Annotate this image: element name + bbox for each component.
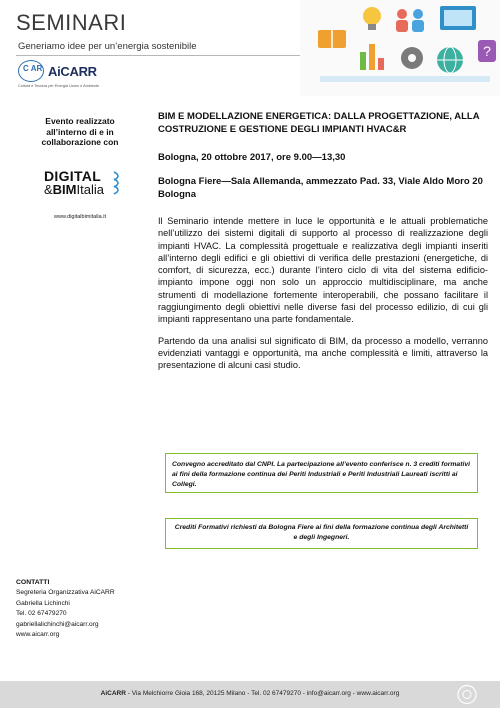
question-icon [478, 40, 496, 62]
screen-icon [440, 6, 476, 30]
footer-emblem-icon [452, 681, 482, 708]
gear-icon [401, 47, 423, 69]
event-details [158, 110, 488, 372]
digital-bim-italia-logo [30, 168, 130, 204]
event-description: Il Seminario intende mettere in luce le opportunità e le attuali problematiche nell’utilizzo dei sistemi digitali di supporto al processo di realizzazione degli impianti HVAC. La complessità progettuale e realizzativa degli impianti inseriti all’interno degli edifici e gli obiettivi di verifica delle prestazioni (energetiche, di comfort, di sicurezza, ecc.) durante l’intero ciclo di vita del sistema edificio-impianto impone oggi non solo un approccio multidisciplinare, ma anche strumenti di modellazione fortemente interoperabili, che possano facilitare il raggiungimento degli obiettivi nelle diverse fasi del processo edilizio, di cui gli impianti rappresentano una parte fondamentale. [158, 216, 488, 325]
aicarr-logo-name: AiCARR [48, 64, 97, 79]
page-title: SEMINARI [16, 10, 127, 35]
header-divider [16, 55, 306, 56]
partner-logo-line2: &BIMItalia [44, 181, 104, 197]
aicarr-logo-tagline: Cultura e Tecnica per Energia Uomo e Ambiente [18, 84, 100, 88]
contacts-phone: Tel. 02 67479270 [16, 610, 67, 618]
partner-column [30, 116, 130, 220]
footer-text: AiCARR - Via Melchiorre Gioia 168, 20125 Milano - Tel. 02 67479270 - info@aicarr.org - www.aicarr.org [100, 690, 400, 697]
digital-bim-mark-icon [112, 170, 124, 196]
contacts-person: Gabriella Lichinchi [16, 599, 70, 607]
header-collage-image [300, 0, 500, 96]
book-icon [318, 30, 346, 48]
contacts-block [16, 578, 115, 640]
header [0, 0, 500, 96]
contacts-org: Segreteria Organizzativa AiCARR [16, 589, 115, 597]
page-subtitle: Generiamo idee per un’energia sostenibile [18, 41, 197, 52]
globe-icon [437, 47, 463, 73]
contacts-web[interactable]: www.aicarr.org [16, 631, 60, 639]
event-venue: Bologna Fiere—Sala Allemanda, ammezzato Pad. 33, Viale Aldo Moro 20 Bologna [158, 176, 483, 200]
aicarr-logo [18, 60, 148, 90]
footer [0, 681, 500, 708]
partner-url[interactable]: www.digitalbimitalia.it [54, 213, 106, 220]
aicarr-logo-mark: C AR [18, 60, 44, 82]
contacts-heading: CONTATTI [16, 579, 50, 586]
contacts-email[interactable]: gabriellalichinchi@aicarr.org [16, 620, 99, 628]
partner-logo-line1: DIGITAL [44, 167, 102, 184]
credits-box-architects: Crediti Formativi richiesti da Bologna Fiere ai fini della formazione continua degli Architetti e degli Ingegneri. [165, 518, 478, 549]
event-summary: Partendo da una analisi sul significato di BIM, da processo a modello, verranno evidenziati vantaggi e opportunità, ma anche complessità e limiti, attraverso la presentazione di alcuni casi studio. [158, 335, 488, 371]
event-date: Bologna, 20 ottobre 2017, ore 9.00—13,30 [158, 152, 346, 163]
svg-text:?: ? [483, 43, 491, 59]
credits-box-cnpi: Convegno accreditato dal CNPI. La partecipazione all’evento conferisce n. 3 crediti formativi ai fini della formazione continua dei Periti Industriali e Periti Industriali Laureati iscritti ai Collegi. [165, 453, 478, 493]
event-title: BIM E MODELLAZIONE ENERGETICA: DALLA PROGETTAZIONE, ALLA COSTRUZIONE E GESTIONE DEGLI IMPIANTI HVAC&R [158, 111, 480, 135]
partner-intro: Evento realizzato all’interno di e in collaborazione con [41, 116, 119, 147]
